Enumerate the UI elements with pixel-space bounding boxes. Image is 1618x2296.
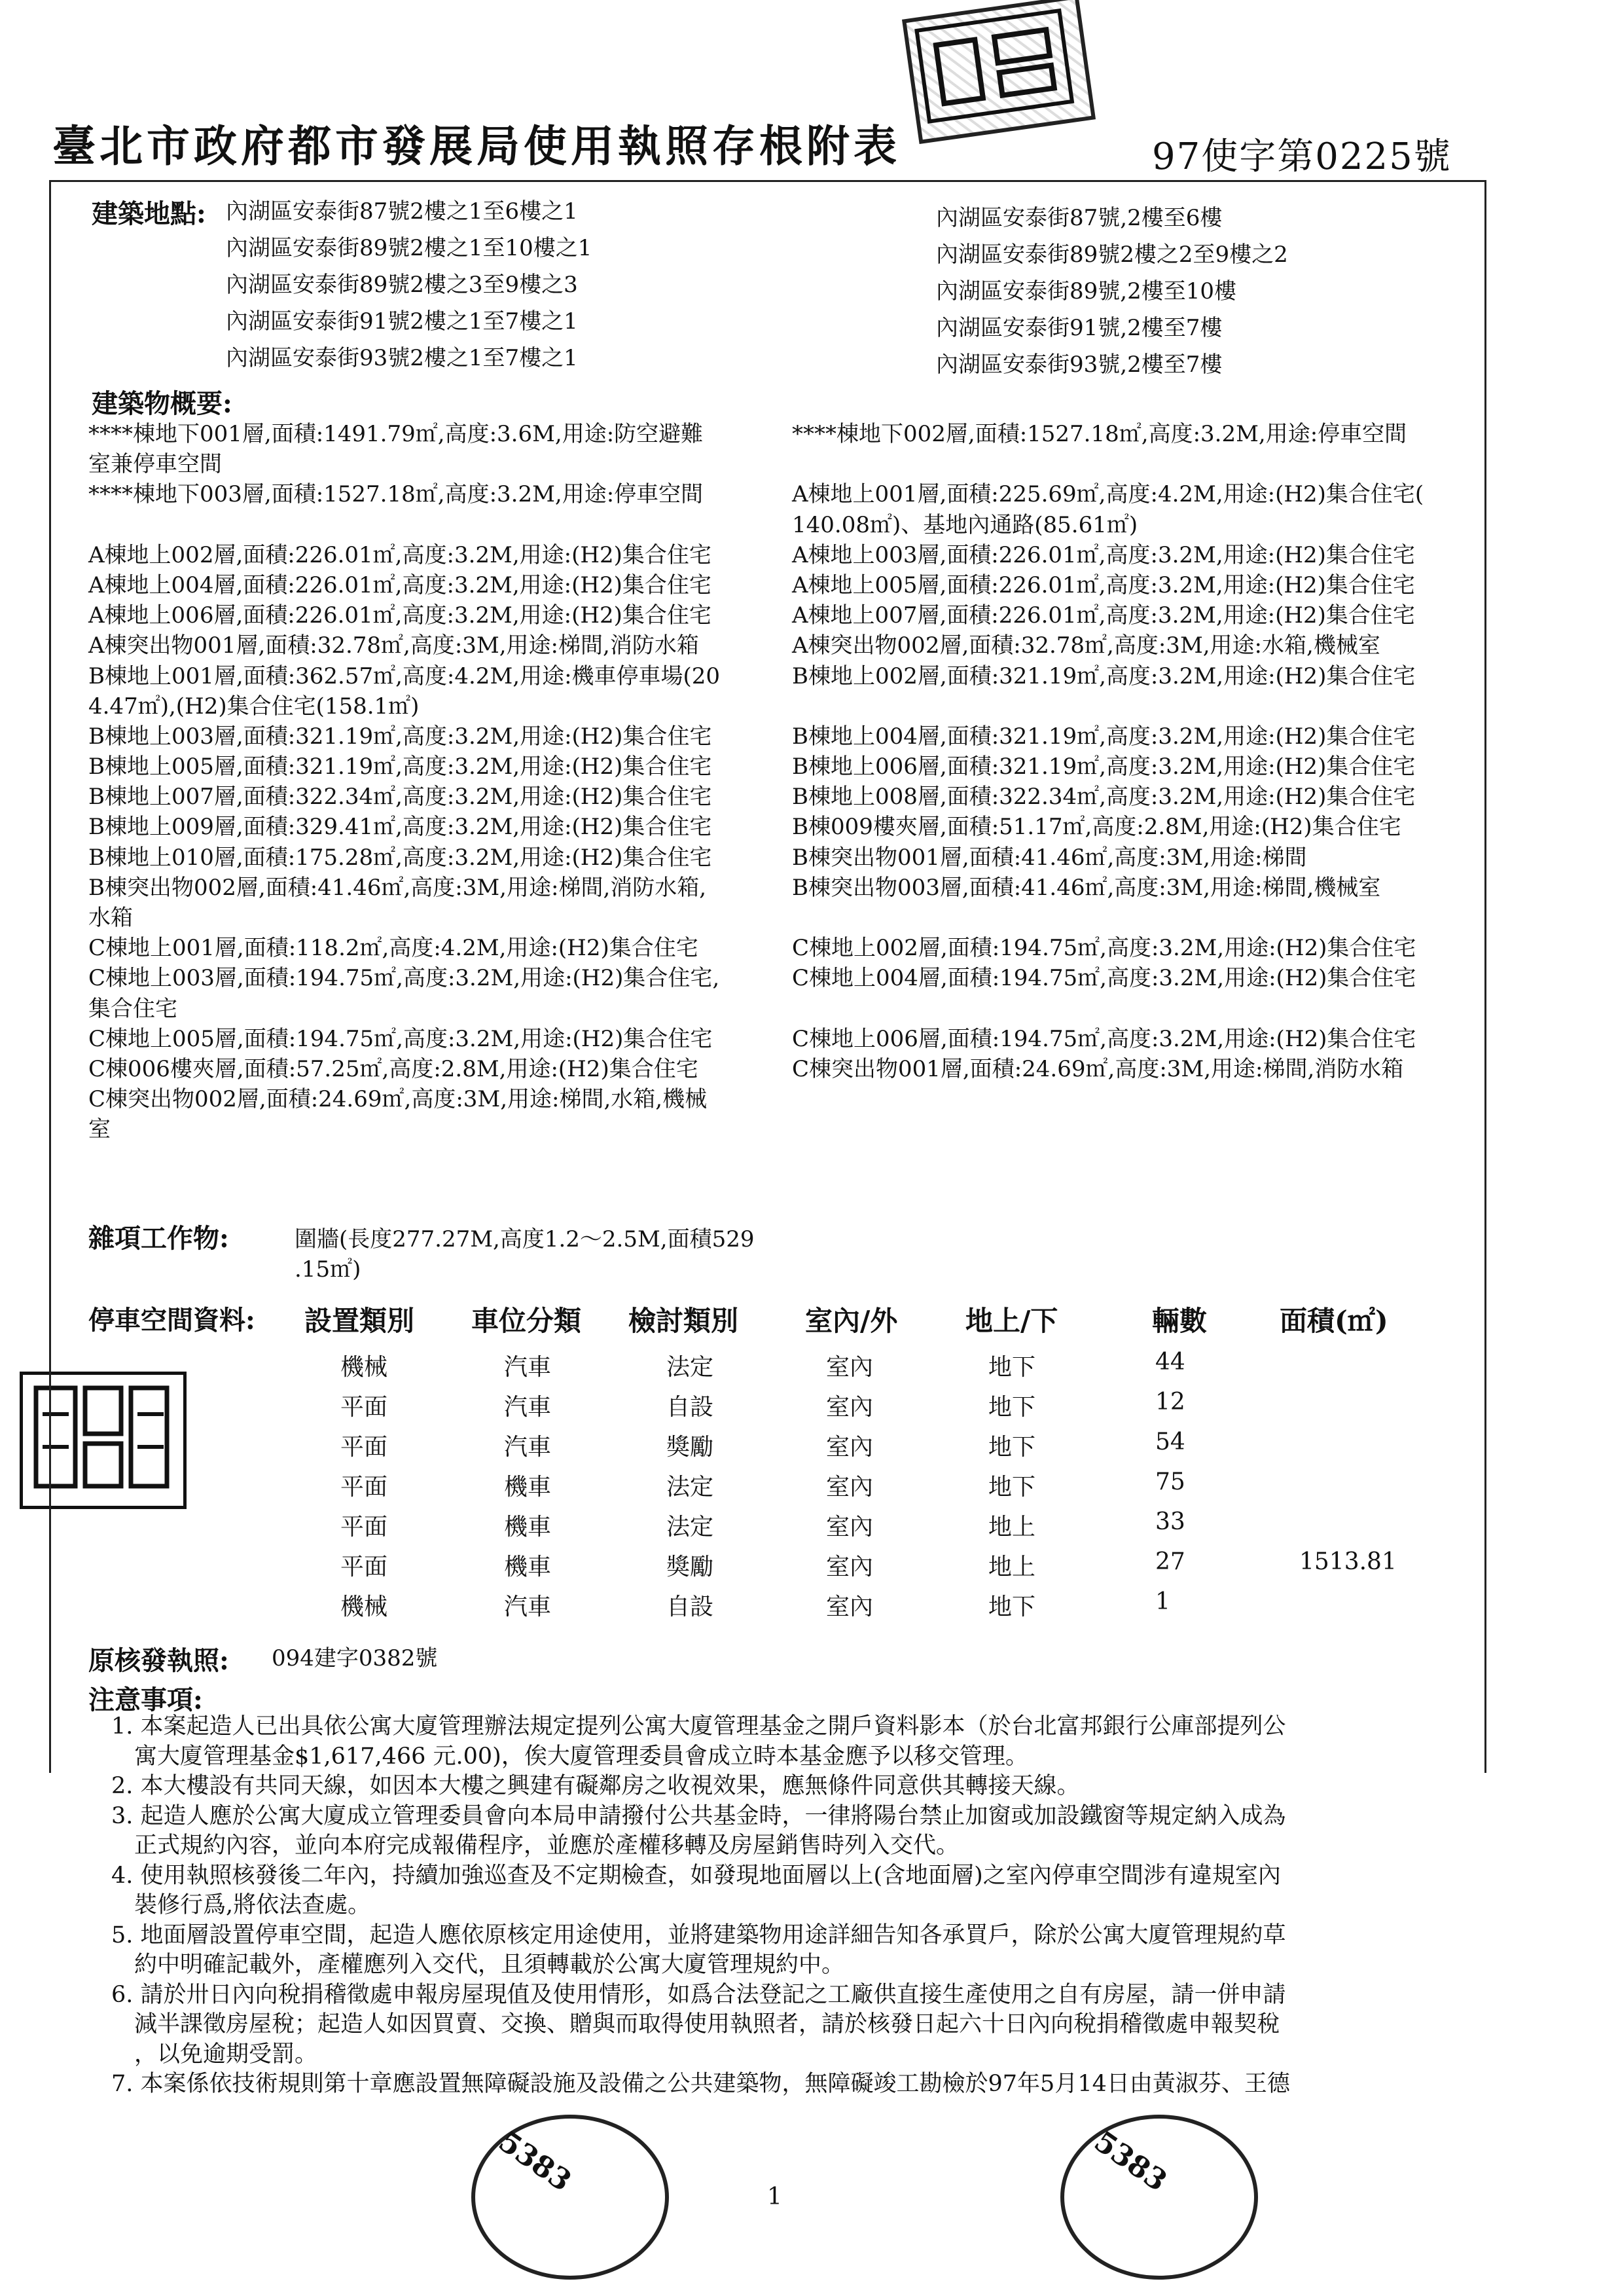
parking-cell: 室內 <box>826 1594 874 1620</box>
parking-column-header: 車位分類 <box>471 1305 582 1337</box>
overview-line: B棟地上010層,面積:175.28㎡,高度:3.2M,用途:(H2)集合住宅 <box>88 844 712 871</box>
parking-cell: 地下 <box>988 1434 1036 1461</box>
note-line: 正式規約內容，並向本府完成報備程序，並應於產權移轉及房屋銷售時列入交代。 <box>134 1832 960 1859</box>
location-right-list <box>936 200 1288 383</box>
overview-line: B棟地上008層,面積:322.34㎡,高度:3.2M,用途:(H2)集合住宅 <box>792 784 1416 811</box>
round-seal-bottom-right <box>1060 2115 1258 2280</box>
notes-label: 注意事項: <box>88 1685 203 1715</box>
parking-cell: 地上 <box>988 1554 1036 1580</box>
parking-cell: 汽車 <box>504 1394 552 1421</box>
seal-number: 5383 <box>1088 2124 1174 2198</box>
note-line: 6. 請於卅日內向稅捐稽徵處申報房屋現值及使用情形，如爲合法登記之工廠供直接生產使用之自有房屋，請一併申請 <box>111 1981 1286 2008</box>
location-line: 內湖區安泰街87號2樓之1至6樓之1 <box>226 198 578 225</box>
parking-column-header: 面積(㎡) <box>1280 1305 1388 1337</box>
parking-cell: 法定 <box>666 1474 714 1501</box>
parking-column-header: 檢討類別 <box>628 1305 739 1337</box>
seal-glyphs-icon <box>907 0 1083 132</box>
note-line: 3. 起造人應於公寓大廈成立管理委員會向本局申請撥付公共基金時，一律將陽台禁止加窗或加設鐵窗等規定納入成為 <box>111 1802 1286 1829</box>
overview-line: 4.47㎡),(H2)集合住宅(158.1㎡) <box>88 693 420 720</box>
overview-line: B棟009樓夾層,面積:51.17㎡,高度:2.8M,用途:(H2)集合住宅 <box>792 814 1401 841</box>
overview-line: B棟地上002層,面積:321.19㎡,高度:3.2M,用途:(H2)集合住宅 <box>792 663 1416 689</box>
overview-line: B棟地上003層,面積:321.19㎡,高度:3.2M,用途:(H2)集合住宅 <box>88 723 712 750</box>
parking-cell: 機械 <box>340 1594 388 1620</box>
parking-cell: 平面 <box>340 1554 388 1580</box>
overview-line: B棟地上001層,面積:362.57㎡,高度:4.2M,用途:機車停車場(20 <box>88 663 721 689</box>
location-left-list <box>226 193 592 376</box>
parking-cell: 自設 <box>666 1394 714 1421</box>
location-label: 建築地點: <box>92 198 206 229</box>
overview-left-list <box>88 419 720 1145</box>
parking-column-header: 地上/下 <box>965 1305 1058 1337</box>
location-line: 內湖區安泰街91號,2樓至7樓 <box>936 315 1223 341</box>
overview-line <box>792 1084 1424 1114</box>
overview-line <box>792 691 1424 721</box>
parking-label: 停車空間資料: <box>88 1305 255 1336</box>
parking-cell: 33 <box>1155 1508 1185 1535</box>
overview-line: C棟地上003層,面積:194.75㎡,高度:3.2M,用途:(H2)集合住宅, <box>88 965 720 992</box>
overview-line: C棟地上006層,面積:194.75㎡,高度:3.2M,用途:(H2)集合住宅 <box>792 1025 1416 1052</box>
overview-line: A棟地上002層,面積:226.01㎡,高度:3.2M,用途:(H2)集合住宅 <box>88 541 711 568</box>
parking-cell: 1 <box>1155 1588 1170 1615</box>
overview-line: A棟地上004層,面積:226.01㎡,高度:3.2M,用途:(H2)集合住宅 <box>88 572 711 598</box>
note-line: 1. 本案起造人已出具依公寓大廈管理辦法規定提列公寓大廈管理基金之開戶資料影本（於台北富邦銀行公庫部提列公 <box>111 1713 1286 1740</box>
parking-cell: 室內 <box>826 1354 874 1381</box>
overview-line: C棟地上002層,面積:194.75㎡,高度:3.2M,用途:(H2)集合住宅 <box>792 935 1416 962</box>
parking-cell: 地下 <box>988 1474 1036 1501</box>
parking-cell: 54 <box>1155 1429 1185 1455</box>
parking-cell: 自設 <box>666 1594 714 1620</box>
overview-line: B棟突出物001層,面積:41.46㎡,高度:3M,用途:梯間 <box>792 844 1307 871</box>
parking-cell: 75 <box>1155 1468 1185 1495</box>
parking-cell: 平面 <box>340 1474 388 1501</box>
overview-line <box>792 994 1424 1024</box>
location-line: 內湖區安泰街89號2樓之1至10樓之1 <box>226 235 592 261</box>
original-permit-label: 原核發執照: <box>88 1645 229 1676</box>
overview-line: B棟地上009層,面積:329.41㎡,高度:3.2M,用途:(H2)集合住宅 <box>88 814 712 841</box>
parking-cell: 機車 <box>504 1514 552 1540</box>
parking-cell: 平面 <box>340 1434 388 1461</box>
overview-right-list <box>792 419 1424 1145</box>
parking-cell: 室內 <box>826 1474 874 1501</box>
parking-cell: 室內 <box>826 1554 874 1580</box>
location-line: 內湖區安泰街89號2樓之2至9樓之2 <box>936 242 1288 268</box>
overview-line: B棟突出物002層,面積:41.46㎡,高度:3M,用途:梯間,消防水箱, <box>88 874 707 901</box>
parking-cell: 室內 <box>826 1434 874 1461</box>
parking-cell: 12 <box>1155 1389 1185 1415</box>
parking-cell: 汽車 <box>504 1594 552 1620</box>
overview-line: 水箱 <box>88 905 133 931</box>
round-seal-bottom-left <box>471 2115 669 2280</box>
parking-cell: 平面 <box>340 1514 388 1540</box>
overview-line: C棟地上004層,面積:194.75㎡,高度:3.2M,用途:(H2)集合住宅 <box>792 965 1416 992</box>
parking-cell: 汽車 <box>504 1354 552 1381</box>
overview-line: B棟地上007層,面積:322.34㎡,高度:3.2M,用途:(H2)集合住宅 <box>88 784 712 811</box>
overview-line: B棟突出物003層,面積:41.46㎡,高度:3M,用途:梯間,機械室 <box>792 874 1381 901</box>
location-line: 內湖區安泰街93號2樓之1至7樓之1 <box>226 345 578 371</box>
overview-line: 室兼停車空間 <box>88 451 222 478</box>
parking-cell: 27 <box>1155 1548 1185 1575</box>
overview-line: C棟地上001層,面積:118.2㎡,高度:4.2M,用途:(H2)集合住宅 <box>88 935 698 962</box>
page-number: 1 <box>767 2183 782 2210</box>
official-seal-top <box>902 0 1096 144</box>
note-line: 寓大廈管理基金$1,617,466 元.00)，俟大廈管理委員會成立時本基金應予以移交管理。 <box>134 1743 1028 1770</box>
note-line: 7. 本案係依技術規則第十章應設置無障礙設施及設備之公共建築物，無障礙竣工勘檢於97年5月14日由黃淑芬、王德 <box>111 2071 1290 2097</box>
overview-line: A棟地上006層,面積:226.01㎡,高度:3.2M,用途:(H2)集合住宅 <box>88 602 711 629</box>
location-line: 內湖區安泰街89號,2樓至10樓 <box>936 278 1236 304</box>
overview-line <box>792 903 1424 933</box>
note-line: 4. 使用執照核發後二年內，持續加強巡查及不定期檢查，如發現地面層以上(含地面層)之室內停車空間涉有違規室內 <box>111 1862 1281 1889</box>
overview-line <box>792 449 1424 479</box>
overview-line: A棟地上007層,面積:226.01㎡,高度:3.2M,用途:(H2)集合住宅 <box>792 602 1415 629</box>
parking-cell: 法定 <box>666 1354 714 1381</box>
parking-cell: 地下 <box>988 1354 1036 1381</box>
parking-cell: 獎勵 <box>666 1434 714 1461</box>
parking-cell: 44 <box>1155 1349 1185 1376</box>
parking-column-header: 設置類別 <box>304 1305 415 1337</box>
overview-line: A棟地上003層,面積:226.01㎡,高度:3.2M,用途:(H2)集合住宅 <box>792 541 1415 568</box>
document-title: 臺北市政府都市發展局使用執照存根附表 <box>52 120 901 172</box>
note-line: 裝修行爲,將依法查處。 <box>134 1892 371 1918</box>
overview-line: ****棟地下001層,面積:1491.79㎡,高度:3.6M,用途:防空避難 <box>88 421 704 447</box>
parking-cell: 1513.81 <box>1299 1548 1397 1575</box>
parking-cell: 地下 <box>988 1594 1036 1620</box>
overview-label: 建築物概要: <box>92 388 232 419</box>
overview-line: A棟地上005層,面積:226.01㎡,高度:3.2M,用途:(H2)集合住宅 <box>792 572 1415 598</box>
overview-line: B棟地上006層,面積:321.19㎡,高度:3.2M,用途:(H2)集合住宅 <box>792 754 1416 780</box>
overview-line: 室 <box>88 1116 111 1143</box>
overview-line: ****棟地下002層,面積:1527.18㎡,高度:3.2M,用途:停車空間 <box>792 421 1407 447</box>
overview-line: A棟突出物002層,面積:32.78㎡,高度:3M,用途:水箱,機械室 <box>792 632 1380 659</box>
parking-cell: 機車 <box>504 1474 552 1501</box>
parking-cell: 獎勵 <box>666 1554 714 1580</box>
parking-cell: 地下 <box>988 1394 1036 1421</box>
parking-cell: 室內 <box>826 1394 874 1421</box>
note-line: 減半課徵房屋稅；起造人如因買賣、交換、贈與而取得使用執照者，請於核發日起六十日內向稅捐稽徵處申報契稅 <box>134 2011 1280 2037</box>
misc-line-1: 圍牆(長度277.27M,高度1.2～2.5M,面積529 <box>295 1226 755 1252</box>
overview-line: A棟突出物001層,面積:32.78㎡,高度:3M,用途:梯間,消防水箱 <box>88 632 699 659</box>
parking-column-header: 輛數 <box>1152 1305 1208 1337</box>
overview-line: B棟地上004層,面積:321.19㎡,高度:3.2M,用途:(H2)集合住宅 <box>792 723 1416 750</box>
overview-line: 集合住宅 <box>88 995 177 1022</box>
overview-line: C棟地上005層,面積:194.75㎡,高度:3.2M,用途:(H2)集合住宅 <box>88 1025 713 1052</box>
overview-line: C棟突出物002層,面積:24.69㎡,高度:3M,用途:梯間,水箱,機械 <box>88 1086 708 1113</box>
misc-line-2: .15㎡) <box>295 1256 361 1283</box>
overview-line: B棟地上005層,面積:321.19㎡,高度:3.2M,用途:(H2)集合住宅 <box>88 754 712 780</box>
seal-number: 5383 <box>492 2124 578 2198</box>
location-line: 內湖區安泰街87號,2樓至6樓 <box>936 205 1223 231</box>
parking-cell: 室內 <box>826 1514 874 1540</box>
overview-line <box>88 510 720 540</box>
overview-line: ****棟地下003層,面積:1527.18㎡,高度:3.2M,用途:停車空間 <box>88 481 704 508</box>
note-line: 2. 本大樓設有共同天線，如因本大樓之興建有礙鄰房之收視效果，應無條件同意供其轉接天線。 <box>111 1773 1080 1799</box>
overview-line <box>792 1114 1424 1144</box>
original-permit-value: 094建字0382號 <box>272 1645 438 1671</box>
parking-column-header: 室內/外 <box>805 1305 898 1337</box>
parking-cell: 機車 <box>504 1554 552 1580</box>
parking-cell: 平面 <box>340 1394 388 1421</box>
overview-line: 140.08㎡)、基地內通路(85.61㎡) <box>792 511 1138 538</box>
parking-cell: 法定 <box>666 1514 714 1540</box>
overview-line: C棟006樓夾層,面積:57.25㎡,高度:2.8M,用途:(H2)集合住宅 <box>88 1055 698 1082</box>
parking-cell: 地上 <box>988 1514 1036 1540</box>
overview-line: C棟突出物001層,面積:24.69㎡,高度:3M,用途:梯間,消防水箱 <box>792 1055 1404 1082</box>
note-line: 約中明確記載外，產權應列入交代，且須轉載於公寓大廈管理規約中。 <box>134 1952 845 1978</box>
location-line: 內湖區安泰街93號,2樓至7樓 <box>936 352 1223 378</box>
location-line: 內湖區安泰街89號2樓之3至9樓之3 <box>226 272 578 298</box>
note-line: 5. 地面層設置停車空間，起造人應依原核定用途使用，並將建築物用途詳細告知各承買戶，除於公寓大廈管理規約草 <box>111 1922 1286 1948</box>
misc-label: 雜項工作物: <box>88 1223 229 1254</box>
overview-line: A棟地上001層,面積:225.69㎡,高度:4.2M,用途:(H2)集合住宅( <box>792 481 1424 508</box>
parking-cell: 機械 <box>340 1354 388 1381</box>
parking-cell: 汽車 <box>504 1434 552 1461</box>
note-line: ，以免逾期受罰。 <box>134 2041 318 2068</box>
location-line: 內湖區安泰街91號2樓之1至7樓之1 <box>226 308 578 335</box>
permit-number: 97使字第0225號 <box>1152 136 1452 178</box>
